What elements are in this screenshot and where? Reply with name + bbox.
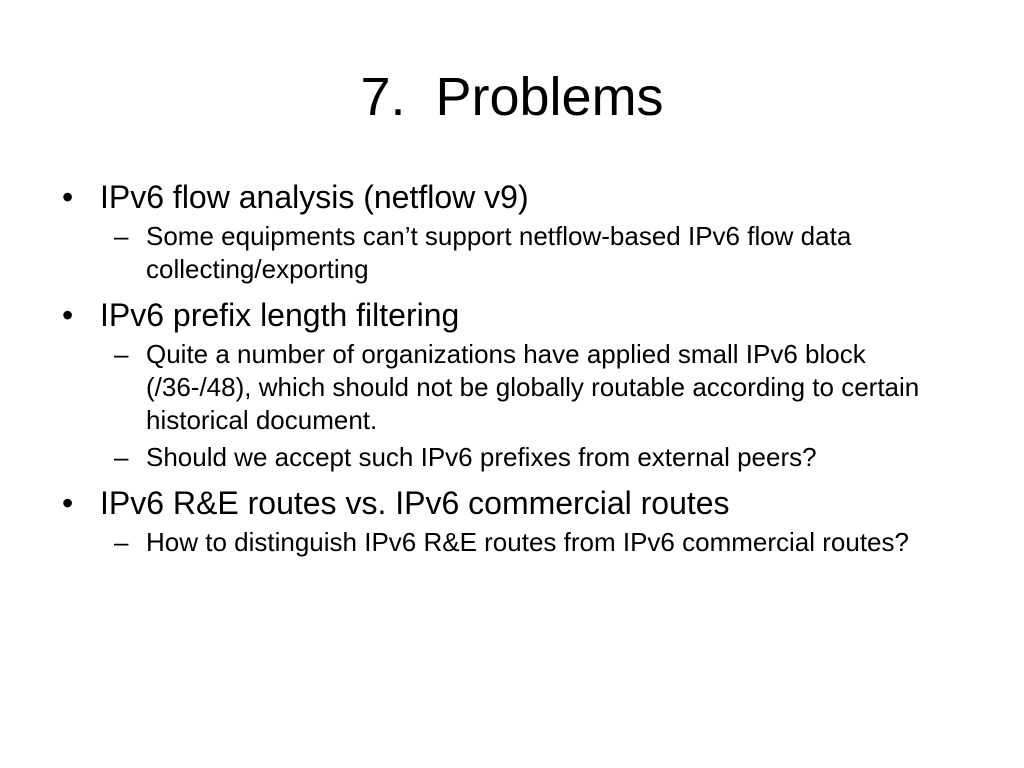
sub-bullet-item xyxy=(62,220,962,286)
bullet-mark: • xyxy=(62,297,74,333)
slide-title: 7. Problems xyxy=(360,67,664,127)
bullet-item xyxy=(62,484,962,522)
sub-bullet-text: Some equipments can’t support netflow-based IPv6 flow data collecting/exporting xyxy=(146,221,852,284)
sub-bullet-mark: – xyxy=(114,221,129,251)
bullet-text: IPv6 prefix length filtering xyxy=(100,297,460,333)
sub-bullet-text: How to distinguish IPv6 R&E routes from IPv6 commercial routes? xyxy=(146,527,909,557)
bullet-item xyxy=(62,296,962,334)
sub-bullet-item xyxy=(62,338,962,437)
sub-bullet-text: Should we accept such IPv6 prefixes from external peers? xyxy=(146,442,817,472)
sub-bullet-item xyxy=(62,441,962,474)
sub-bullet-mark: – xyxy=(114,339,129,369)
bullet-text: IPv6 R&E routes vs. IPv6 commercial routes xyxy=(100,485,730,521)
bullet-mark: • xyxy=(62,179,74,215)
bullet-item xyxy=(62,178,962,216)
bullet-mark: • xyxy=(62,485,74,521)
bullet-text: IPv6 flow analysis (netflow v9) xyxy=(100,179,529,215)
sub-bullet-text: Quite a number of organizations have applied small IPv6 block (/36-/48), which should not be globally routable according to certain historical document. xyxy=(146,339,920,435)
sub-bullet-mark: – xyxy=(114,527,129,557)
sub-bullet-mark: – xyxy=(114,442,129,472)
bullet-list xyxy=(62,178,962,559)
sub-bullet-item xyxy=(62,526,962,559)
